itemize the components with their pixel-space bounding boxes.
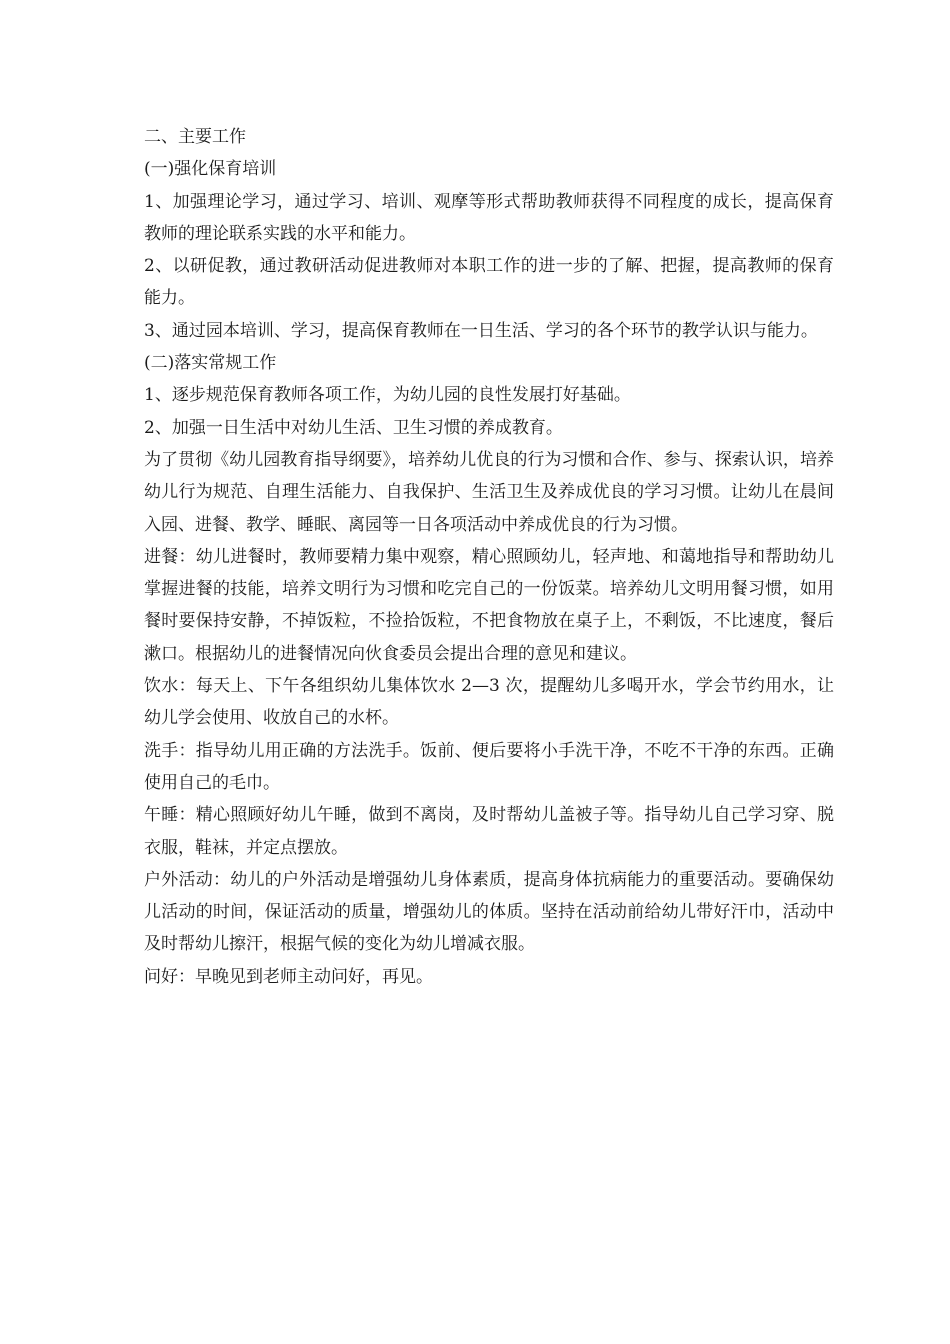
detail-nap: 午睡：精心照顾好幼儿午睡，做到不离岗，及时帮幼儿盖被子等。指导幼儿自己学习穿、脱衣服，鞋袜，并定点摆放。 xyxy=(144,805,834,858)
main-heading: 二、主要工作 xyxy=(144,127,246,147)
training-item-1: 1、加强理论学习，通过学习、培训、观摩等形式帮助教师获得不同程度的成长，提高保育教师的理论联系实践的水平和能力。 xyxy=(144,191,834,244)
detail-greeting: 问好：早晚见到老师主动问好，再见。 xyxy=(144,966,433,987)
training-item-3: 3、通过园本培训、学习，提高保育教师在一日生活、学习的各个环节的教学认识与能力。 xyxy=(144,320,818,341)
document-body xyxy=(144,121,834,993)
routine-item-1: 1、逐步规范保育教师各项工作，为幼儿园的良性发展打好基础。 xyxy=(144,385,631,406)
section-title-training: (一)强化保育培训 xyxy=(144,159,277,180)
training-item-2: 2、以研促教，通过教研活动促进教师对本职工作的进一步的了解、把握，提高教师的保育能力。 xyxy=(144,256,834,309)
detail-outdoor: 户外活动：幼儿的户外活动是增强幼儿身体素质，提高身体抗病能力的重要活动。要确保幼儿活动的时间，保证活动的质量，增强幼儿的体质。坚持在活动前给幼儿带好汗巾，活动中及时帮幼儿擦汗，根据气候的变化为幼儿增减衣服。 xyxy=(144,869,834,955)
detail-meals: 进餐：幼儿进餐时，教师要精力集中观察，精心照顾幼儿，轻声地、和蔼地指导和帮助幼儿掌握进餐的技能，培养文明行为习惯和吃完自己的一份饭菜。培养幼儿文明用餐习惯，如用餐时要保持安静，不掉饭粒，不捡拾饭粒，不把食物放在桌子上，不剩饭，不比速度，餐后漱口。根据幼儿的进餐情况向伙食委员会提出合理的意见和建议。 xyxy=(144,546,834,664)
detail-handwashing: 洗手：指导幼儿用正确的方法洗手。饭前、便后要将小手洗干净，不吃不干净的东西。正确使用自己的毛巾。 xyxy=(144,740,834,793)
routine-item-2: 2、加强一日生活中对幼儿生活、卫生习惯的养成教育。 xyxy=(144,417,563,438)
routine-intro: 为了贯彻《幼儿园教育指导纲要》，培养幼儿优良的行为习惯和合作、参与、探索认识，培养幼儿行为规范、自理生活能力、自我保护、生活卫生及养成优良的学习习惯。让幼儿在晨间入园、进餐、教学、睡眠、离园等一日各项活动中养成优良的行为习惯。 xyxy=(144,449,834,535)
detail-drinking: 饮水：每天上、下午各组织幼儿集体饮水 2—3 次，提醒幼儿多喝开水，学会节约用水，让幼儿学会使用、收放自己的水杯。 xyxy=(144,676,834,729)
section-title-routine: (二)落实常规工作 xyxy=(144,353,277,374)
